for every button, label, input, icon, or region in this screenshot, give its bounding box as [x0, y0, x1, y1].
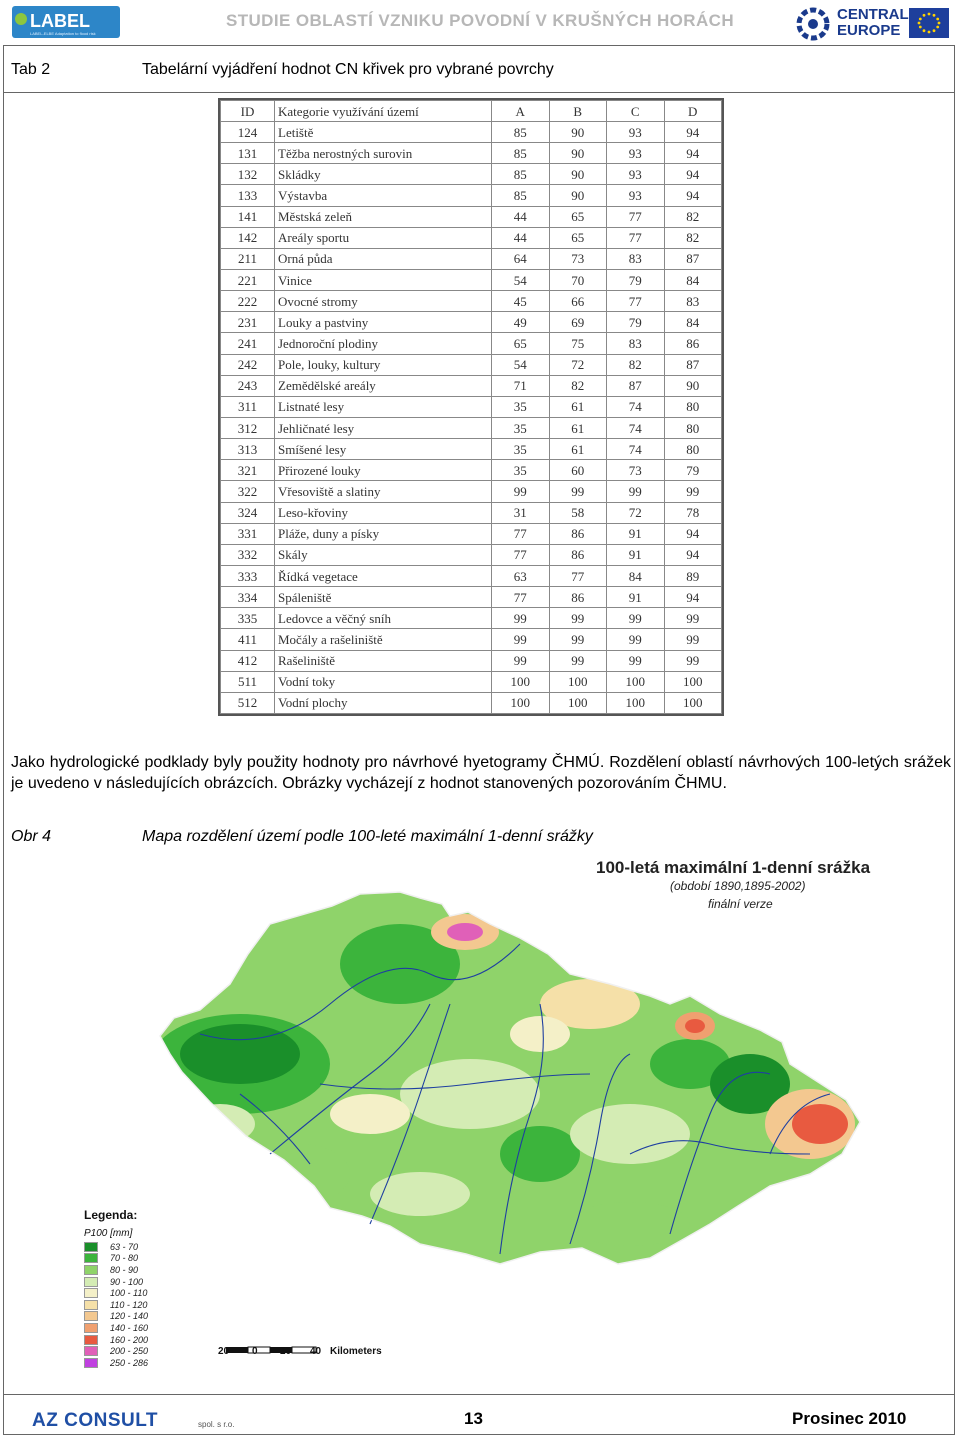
table-cell: 35: [492, 439, 550, 460]
table-cell: 54: [492, 354, 550, 375]
table-cell: Pole, louky, kultury: [275, 354, 492, 375]
table-cell: 100: [492, 671, 550, 692]
footer-date: Prosinec 2010: [792, 1409, 907, 1428]
legend-label: 90 - 100: [110, 1276, 144, 1287]
legend-item: [84, 1264, 184, 1276]
table-cell: 82: [664, 227, 722, 248]
table-cell: 332: [221, 544, 275, 565]
table-cell: 99: [492, 608, 550, 629]
table-cell: 65: [549, 206, 607, 227]
table-cell: Rašeliniště: [275, 650, 492, 671]
table-cell: 94: [664, 164, 722, 185]
table-header-row: [221, 101, 722, 122]
table-cell: Ovocné stromy: [275, 291, 492, 312]
table-cell: 133: [221, 185, 275, 206]
legend-item: [84, 1253, 184, 1265]
table-row: [221, 312, 722, 333]
legend-swatch: [84, 1265, 98, 1275]
table-cell: 35: [492, 460, 550, 481]
table-cell: Skály: [275, 544, 492, 565]
eu-flag-icon: [909, 8, 949, 38]
legend-label: 80 - 90: [110, 1264, 139, 1275]
table-cell: 100: [492, 692, 550, 713]
table-cell: 84: [664, 312, 722, 333]
table-row: [221, 354, 722, 375]
table-cell: 99: [607, 650, 665, 671]
table-cell: 99: [549, 608, 607, 629]
map-title: 100-letá maximální 1-denní srážka: [596, 858, 871, 877]
legend-unit: P100 [mm]: [84, 1228, 133, 1239]
precipitation-map: [70, 854, 902, 1376]
page-header: [0, 0, 960, 44]
table-row: [221, 122, 722, 143]
table-row: [221, 185, 722, 206]
table-cell: 94: [664, 185, 722, 206]
table-cell: 80: [664, 439, 722, 460]
table-cell: 85: [492, 164, 550, 185]
table-cell: Zemědělské areály: [275, 375, 492, 396]
table-row: [221, 692, 722, 713]
table-cell: Jednoroční plodiny: [275, 333, 492, 354]
legend-swatch: [84, 1358, 98, 1368]
scale-unit: Kilometers: [330, 1346, 382, 1357]
table-cell: 99: [664, 608, 722, 629]
table-cell: 99: [607, 608, 665, 629]
table-cell: Jehličnaté lesy: [275, 417, 492, 438]
table-cell: 35: [492, 417, 550, 438]
legend-label: 250 - 286: [110, 1357, 149, 1368]
legend-swatch: [84, 1311, 98, 1321]
table-cell: 335: [221, 608, 275, 629]
scale-bar: [218, 1348, 478, 1368]
table-cell: 82: [607, 354, 665, 375]
legend-label: 200 - 250: [110, 1346, 149, 1357]
body-paragraph: Jako hydrologické podklady byly použity hodnoty pro návrhové hyetogramy ČHMÚ. Rozdělení oblastí návrhových 100-letých srážek je uvedeno v následujících obrázcích. Obrázky vycházejí z hodnot stanovených pozorováním ČHMU.: [11, 754, 951, 792]
legend-item: [84, 1322, 184, 1334]
table-cell: 82: [549, 375, 607, 396]
table-cell: 64: [492, 248, 550, 269]
table-row: [221, 164, 722, 185]
table-cell: 322: [221, 481, 275, 502]
table-cell: Močály a rašeliniště: [275, 629, 492, 650]
table-cell: 94: [664, 587, 722, 608]
legend-swatch: [84, 1288, 98, 1298]
table-cell: Městská zeleň: [275, 206, 492, 227]
table-cell: 99: [664, 650, 722, 671]
table-cell: Areály sportu: [275, 227, 492, 248]
table-row: [221, 439, 722, 460]
table-cell: 44: [492, 206, 550, 227]
table-cell: 312: [221, 417, 275, 438]
table-cell: 90: [549, 143, 607, 164]
az-consult-logo-text: AZ CONSULT: [32, 1410, 159, 1431]
legend-item: [84, 1241, 184, 1253]
table-cell: 141: [221, 206, 275, 227]
table-cell: 411: [221, 629, 275, 650]
table-cell: 99: [492, 629, 550, 650]
table-cell: 241: [221, 333, 275, 354]
table-cell: 90: [549, 164, 607, 185]
table-cell: Vodní plochy: [275, 692, 492, 713]
table-cell: 72: [607, 502, 665, 523]
legend-label: 120 - 140: [110, 1311, 149, 1322]
table-cell: 75: [549, 333, 607, 354]
scale-tick: 20: [218, 1346, 230, 1357]
table-cell: 87: [607, 375, 665, 396]
table-cell: 63: [492, 565, 550, 586]
table-cell: 100: [607, 671, 665, 692]
table-cell: Vřesoviště a slatiny: [275, 481, 492, 502]
map-legend: [84, 1208, 184, 1369]
table-cell: 99: [549, 629, 607, 650]
table-cell: 85: [492, 185, 550, 206]
table-cell: 85: [492, 122, 550, 143]
table-cell: 511: [221, 671, 275, 692]
figure-label: Obr 4: [11, 828, 52, 845]
table-cell: Pláže, duny a písky: [275, 523, 492, 544]
table-cell: Řídká vegetace: [275, 565, 492, 586]
table-cell: Vodní toky: [275, 671, 492, 692]
legend-label: 63 - 70: [110, 1241, 139, 1252]
table-row: [221, 523, 722, 544]
table-cell: 87: [664, 248, 722, 269]
table-cell: 91: [607, 544, 665, 565]
table-cell: 79: [607, 312, 665, 333]
table-cell: 99: [664, 481, 722, 502]
table-cell: Vinice: [275, 269, 492, 290]
legend-label: 160 - 200: [110, 1334, 149, 1345]
table-cell: 80: [664, 396, 722, 417]
table-row: [221, 291, 722, 312]
table-caption-row: [3, 45, 955, 93]
table-cell: 77: [492, 587, 550, 608]
table-cell: 321: [221, 460, 275, 481]
label-logo-text: LABEL: [30, 11, 90, 31]
legend-item: [84, 1345, 184, 1357]
table-row: [221, 544, 722, 565]
legend-swatch: [84, 1253, 98, 1263]
table-cell: 61: [549, 417, 607, 438]
table-cell: 35: [492, 396, 550, 417]
table-cell: 86: [549, 587, 607, 608]
table-row: [221, 608, 722, 629]
table-cell: 221: [221, 269, 275, 290]
table-cell: 74: [607, 439, 665, 460]
table-cell: 311: [221, 396, 275, 417]
table-cell: 79: [607, 269, 665, 290]
table-cell: 313: [221, 439, 275, 460]
table-cell: 86: [549, 523, 607, 544]
table-cell: 99: [607, 481, 665, 502]
table-row: [221, 460, 722, 481]
table-cell: Louky a pastviny: [275, 312, 492, 333]
table-cell: 69: [549, 312, 607, 333]
legend-swatch: [84, 1335, 98, 1345]
legend-item: [84, 1311, 184, 1323]
table-cell: 31: [492, 502, 550, 523]
table-cell: 65: [492, 333, 550, 354]
table-cell: Leso-křoviny: [275, 502, 492, 523]
table-cell: 78: [664, 502, 722, 523]
table-caption: Tabelární vyjádření hodnot CN křivek pro vybrané povrchy: [142, 61, 554, 78]
table-cell: Ledovce a věčný sníh: [275, 608, 492, 629]
table-cell: 73: [607, 460, 665, 481]
table-cell: 231: [221, 312, 275, 333]
document-header-title: STUDIE OBLASTÍ VZNIKU POVODNÍ V KRUŠNÝCH HORÁCH: [225, 11, 735, 30]
table-cell: 93: [607, 164, 665, 185]
table-cell: 77: [607, 291, 665, 312]
central-europe-line1: CENTRAL: [837, 6, 909, 23]
table-cell: 99: [607, 629, 665, 650]
central-europe-line2: EUROPE: [837, 22, 901, 39]
legend-label: 70 - 80: [110, 1253, 139, 1264]
table-cell: 324: [221, 502, 275, 523]
table-cell: 99: [492, 650, 550, 671]
table-cell: 91: [607, 587, 665, 608]
table-cell: 100: [549, 671, 607, 692]
az-consult-logo-suffix: spol. s r.o.: [198, 1420, 235, 1429]
table-cell: 77: [492, 544, 550, 565]
table-cell: 74: [607, 396, 665, 417]
table-cell: 74: [607, 417, 665, 438]
table-cell: 99: [492, 481, 550, 502]
table-row: [221, 333, 722, 354]
table-cell: 84: [607, 565, 665, 586]
table-cell: 333: [221, 565, 275, 586]
table-row: [221, 650, 722, 671]
column-header: Kategorie využívání území: [275, 101, 492, 122]
table-cell: 60: [549, 460, 607, 481]
table-cell: 94: [664, 523, 722, 544]
table-cell: 91: [607, 523, 665, 544]
table-row: [221, 502, 722, 523]
table-cell: 79: [664, 460, 722, 481]
table-cell: 83: [664, 291, 722, 312]
column-header: A: [492, 101, 550, 122]
legend-item: [84, 1287, 184, 1299]
scale-tick: 40: [310, 1346, 322, 1357]
table-cell: 211: [221, 248, 275, 269]
table-cell: 83: [607, 333, 665, 354]
table-cell: 99: [549, 481, 607, 502]
table-cell: Listnaté lesy: [275, 396, 492, 417]
table-label: Tab 2: [11, 61, 51, 78]
az-consult-logo: [32, 1410, 242, 1432]
table-row: [221, 269, 722, 290]
table-cell: Smíšené lesy: [275, 439, 492, 460]
table-cell: 90: [549, 122, 607, 143]
legend-swatch: [84, 1323, 98, 1333]
table-cell: 334: [221, 587, 275, 608]
table-cell: 99: [549, 650, 607, 671]
table-cell: 222: [221, 291, 275, 312]
table-row: [221, 629, 722, 650]
map-subtitle-version: finální verze: [708, 897, 773, 911]
table-cell: 100: [664, 671, 722, 692]
table-cell: 93: [607, 185, 665, 206]
legend-item: [84, 1334, 184, 1346]
table-cell: 77: [607, 206, 665, 227]
table-cell: Orná půda: [275, 248, 492, 269]
legend-label: 110 - 120: [110, 1299, 148, 1310]
table-cell: 87: [664, 354, 722, 375]
table-cell: 131: [221, 143, 275, 164]
table-cell: 66: [549, 291, 607, 312]
table-cell: Skládky: [275, 164, 492, 185]
table-cell: 93: [607, 122, 665, 143]
figure-caption: Mapa rozdělení území podle 100-leté maximální 1-denní srážky: [142, 828, 593, 845]
table-cell: 49: [492, 312, 550, 333]
table-cell: 412: [221, 650, 275, 671]
table-cell: 142: [221, 227, 275, 248]
table-row: [221, 417, 722, 438]
column-header: D: [664, 101, 722, 122]
table-cell: 45: [492, 291, 550, 312]
table-cell: 90: [664, 375, 722, 396]
table-cell: 72: [549, 354, 607, 375]
legend-item: [84, 1299, 184, 1311]
table-cell: 44: [492, 227, 550, 248]
table-cell: 331: [221, 523, 275, 544]
table-cell: 100: [664, 692, 722, 713]
table-row: [221, 481, 722, 502]
column-header: B: [549, 101, 607, 122]
table-cell: Spáleniště: [275, 587, 492, 608]
table-row: [221, 143, 722, 164]
table-row: [221, 227, 722, 248]
table-cell: 89: [664, 565, 722, 586]
table-row: [221, 248, 722, 269]
central-europe-logo: [795, 6, 955, 42]
table-cell: 94: [664, 122, 722, 143]
legend-title: Legenda:: [84, 1208, 138, 1222]
table-row: [221, 671, 722, 692]
table-row: [221, 375, 722, 396]
table-cell: 100: [607, 692, 665, 713]
table-cell: 93: [607, 143, 665, 164]
table-cell: 82: [664, 206, 722, 227]
czech-republic-map-image: [70, 854, 902, 1376]
column-header: C: [607, 101, 665, 122]
table-cell: 54: [492, 269, 550, 290]
table-cell: 94: [664, 544, 722, 565]
legend-item: [84, 1276, 184, 1288]
table-cell: Výstavba: [275, 185, 492, 206]
table-cell: 86: [549, 544, 607, 565]
table-cell: 132: [221, 164, 275, 185]
legend-label: 140 - 160: [110, 1322, 149, 1333]
legend-label: 100 - 110: [110, 1288, 148, 1299]
table-cell: 84: [664, 269, 722, 290]
table-cell: 243: [221, 375, 275, 396]
scale-tick: 0: [252, 1346, 258, 1357]
table-row: [221, 587, 722, 608]
table-cell: 512: [221, 692, 275, 713]
table-cell: Letiště: [275, 122, 492, 143]
table-cell: 70: [549, 269, 607, 290]
table-cell: 71: [492, 375, 550, 396]
table-cell: 242: [221, 354, 275, 375]
table-row: [221, 206, 722, 227]
footer-divider: [3, 1394, 955, 1395]
table-cell: 99: [664, 629, 722, 650]
table-cell: 124: [221, 122, 275, 143]
page-number: 13: [464, 1409, 483, 1428]
table-cell: 61: [549, 439, 607, 460]
legend-item: [84, 1357, 184, 1369]
table-cell: 90: [549, 185, 607, 206]
cn-curve-table: [218, 98, 724, 716]
table-cell: 85: [492, 143, 550, 164]
legend-swatch: [84, 1242, 98, 1252]
table-cell: 73: [549, 248, 607, 269]
legend-swatch: [84, 1346, 98, 1356]
table-cell: 58: [549, 502, 607, 523]
table-cell: 100: [549, 692, 607, 713]
table-cell: 77: [607, 227, 665, 248]
column-header: ID: [221, 101, 275, 122]
scale-tick: 20: [280, 1346, 292, 1357]
table-row: [221, 396, 722, 417]
table-row: [221, 565, 722, 586]
table-cell: Těžba nerostných surovin: [275, 143, 492, 164]
table-cell: 80: [664, 417, 722, 438]
table-cell: 77: [492, 523, 550, 544]
central-europe-emblem-icon: [795, 6, 835, 42]
legend-swatch: [84, 1277, 98, 1287]
table-cell: 86: [664, 333, 722, 354]
table-cell: 94: [664, 143, 722, 164]
legend-swatch: [84, 1300, 98, 1310]
table-cell: Přirozené louky: [275, 460, 492, 481]
map-subtitle: (období 1890,1895-2002): [670, 879, 806, 893]
table-cell: 83: [607, 248, 665, 269]
table-cell: 65: [549, 227, 607, 248]
table-cell: 77: [549, 565, 607, 586]
table-cell: 61: [549, 396, 607, 417]
svg-text:LABEL-ELBE Adaptation to flood: LABEL-ELBE Adaptation to flood risk: [30, 31, 96, 36]
